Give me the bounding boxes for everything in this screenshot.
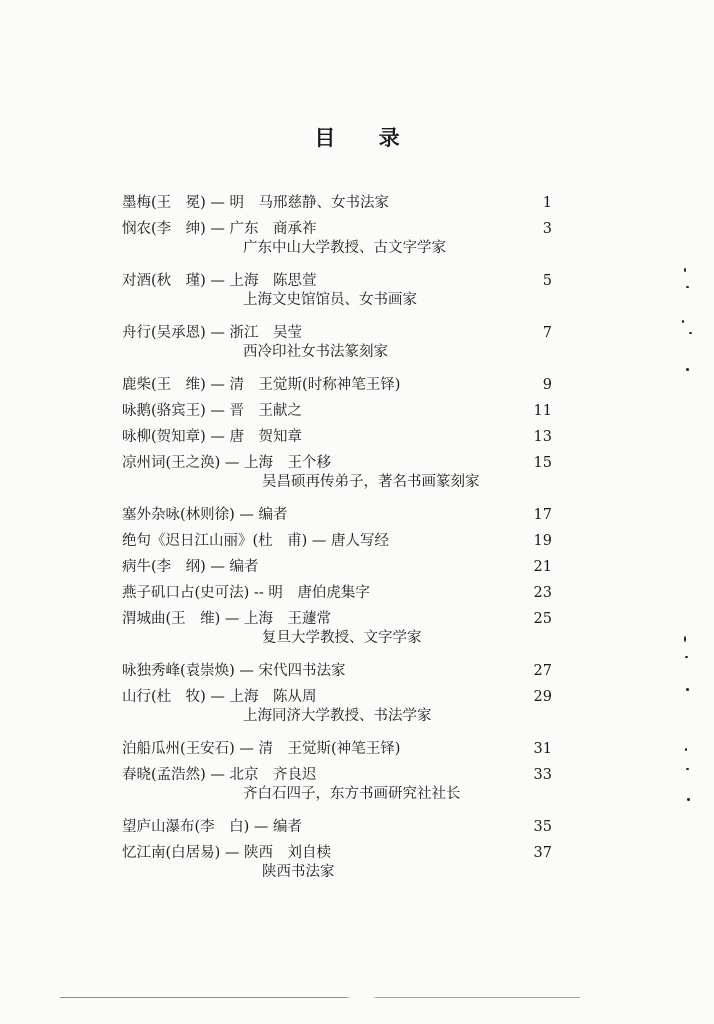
- entry-label: 咏柳(贺知章) — 唐 贺知章: [122, 429, 303, 445]
- scan-edge-line: [60, 997, 580, 998]
- entry-label: 山行(杜 牧) — 上海 陈从周: [122, 689, 317, 705]
- leader-dots: [321, 211, 538, 233]
- toc-entry[interactable]: [122, 497, 552, 523]
- leader-dots: [306, 393, 530, 415]
- page-title: 目 录: [314, 126, 418, 150]
- entry-label: 春晓(孟浩然) — 北京 齐良迟: [122, 767, 317, 783]
- toc-entry[interactable]: [122, 263, 552, 289]
- entry-label: 燕子矶口占(史可法) -- 明 唐伯虎集字: [122, 585, 370, 601]
- leader-dots: [335, 835, 530, 857]
- entry-label: 墨梅(王 冕) — 明 马邢慈静、女书法家: [122, 195, 390, 211]
- page-number: 29: [533, 689, 552, 705]
- page-number: 7: [542, 325, 552, 341]
- scan-speck: [689, 332, 692, 334]
- entry-subtitle: 上海文史馆馆员、女书画家: [243, 292, 417, 308]
- entry-label: 咏鹅(骆宾王) — 晋 王献之: [122, 403, 303, 419]
- leader-dots: [263, 549, 530, 571]
- page-number: 11: [533, 403, 552, 419]
- page-number: 15: [533, 455, 552, 471]
- entry-label: 鹿柴(王 维) — 清 王觉斯(时称神笔王铎): [122, 377, 401, 393]
- page-number: 33: [533, 767, 552, 783]
- entry-label: 塞外杂咏(林则徐) — 编者: [122, 507, 288, 523]
- page-number: 5: [542, 273, 552, 289]
- toc-entry[interactable]: [122, 523, 552, 549]
- page-number: 3: [542, 221, 552, 237]
- toc-entry[interactable]: [122, 575, 552, 601]
- toc-entry[interactable]: [122, 809, 552, 835]
- entry-subtitle: 吴昌硕再传弟子，著名书画篆刻家: [262, 474, 480, 490]
- toc-entry[interactable]: [122, 367, 552, 393]
- toc-entry[interactable]: [122, 757, 552, 783]
- leader-dots: [321, 263, 538, 285]
- toc-entry[interactable]: [122, 419, 552, 445]
- scan-speck: [686, 688, 689, 691]
- page-number: 27: [533, 663, 552, 679]
- scan-speck: [686, 768, 689, 770]
- leader-dots: [350, 653, 530, 675]
- entry-label: 绝句《迟日江山丽》(杜 甫) — 唐人写经: [122, 533, 390, 549]
- toc-entry[interactable]: [122, 601, 552, 627]
- entry-label: 舟行(吴承恩) — 浙江 吴莹: [122, 325, 303, 341]
- leader-dots: [335, 601, 530, 623]
- leader-dots: [306, 809, 530, 831]
- scan-speck: [685, 748, 687, 751]
- toc-entry[interactable]: [122, 549, 552, 575]
- toc-entry[interactable]: [122, 315, 552, 341]
- entry-label: 忆江南(白居易) — 陕西 刘自椟: [122, 845, 332, 861]
- entry-subtitle: 上海同济大学教授、书法学家: [243, 708, 432, 724]
- scan-speck: [687, 798, 690, 801]
- page-number: 23: [533, 585, 552, 601]
- page-number: 17: [533, 507, 552, 523]
- page-number: 31: [533, 741, 552, 757]
- page-number: 1: [542, 195, 552, 211]
- scan-speck: [686, 286, 689, 288]
- leader-dots: [321, 679, 530, 701]
- entry-subtitle: 复旦大学教授、文字学家: [262, 630, 422, 646]
- entry-label: 咏独秀峰(袁崇焕) — 宋代四书法家: [122, 663, 346, 679]
- leader-dots: [306, 315, 538, 337]
- toc-entry[interactable]: [122, 653, 552, 679]
- scan-speck: [685, 656, 688, 658]
- toc-entry[interactable]: [122, 835, 552, 861]
- page-number: 9: [542, 377, 552, 393]
- scan-speck: [684, 268, 686, 272]
- entry-label: 病牛(李 纲) — 编者: [122, 559, 259, 575]
- page-number: 21: [533, 559, 552, 575]
- entry-label: 对酒(秋 瑾) — 上海 陈思萱: [122, 273, 317, 289]
- page-number: 35: [533, 819, 552, 835]
- leader-dots: [374, 575, 530, 597]
- leader-dots: [393, 185, 538, 207]
- leader-dots: [335, 445, 530, 467]
- leader-dots: [321, 757, 530, 779]
- leader-dots: [404, 367, 538, 389]
- toc-entry[interactable]: [122, 185, 552, 211]
- leader-dots: [404, 731, 529, 753]
- entry-label: 凉州词(王之涣) — 上海 王个移: [122, 455, 332, 471]
- scan-speck: [686, 368, 689, 371]
- entry-subtitle: 齐白石四子，东方书画研究社社长: [243, 786, 461, 802]
- toc-entry[interactable]: [122, 731, 552, 757]
- scan-speck: [682, 320, 684, 323]
- leader-dots: [292, 497, 530, 519]
- page-number: 13: [533, 429, 552, 445]
- entry-subtitle: 广东中山大学教授、古文字学家: [243, 240, 446, 256]
- toc-entry[interactable]: [122, 445, 552, 471]
- leader-dots: [306, 419, 530, 441]
- entry-label: 悯农(李 绅) — 广东 商承祚: [122, 221, 317, 237]
- page-number: 37: [533, 845, 552, 861]
- entry-subtitle: 西冷印社女书法篆刻家: [243, 344, 388, 360]
- toc-entry[interactable]: [122, 679, 552, 705]
- toc-entry[interactable]: [122, 393, 552, 419]
- entry-label: 渭城曲(王 维) — 上海 王蘧常: [122, 611, 332, 627]
- page-number: 19: [533, 533, 552, 549]
- entry-label: 望庐山瀑布(李 白) — 编者: [122, 819, 303, 835]
- entry-subtitle: 陕西书法家: [262, 864, 335, 880]
- leader-dots: [393, 523, 530, 545]
- entry-label: 泊船瓜州(王安石) — 清 王觉斯(神笔王铎): [122, 741, 401, 757]
- toc-entry[interactable]: [122, 211, 552, 237]
- scan-speck: [684, 636, 686, 642]
- page-number: 25: [533, 611, 552, 627]
